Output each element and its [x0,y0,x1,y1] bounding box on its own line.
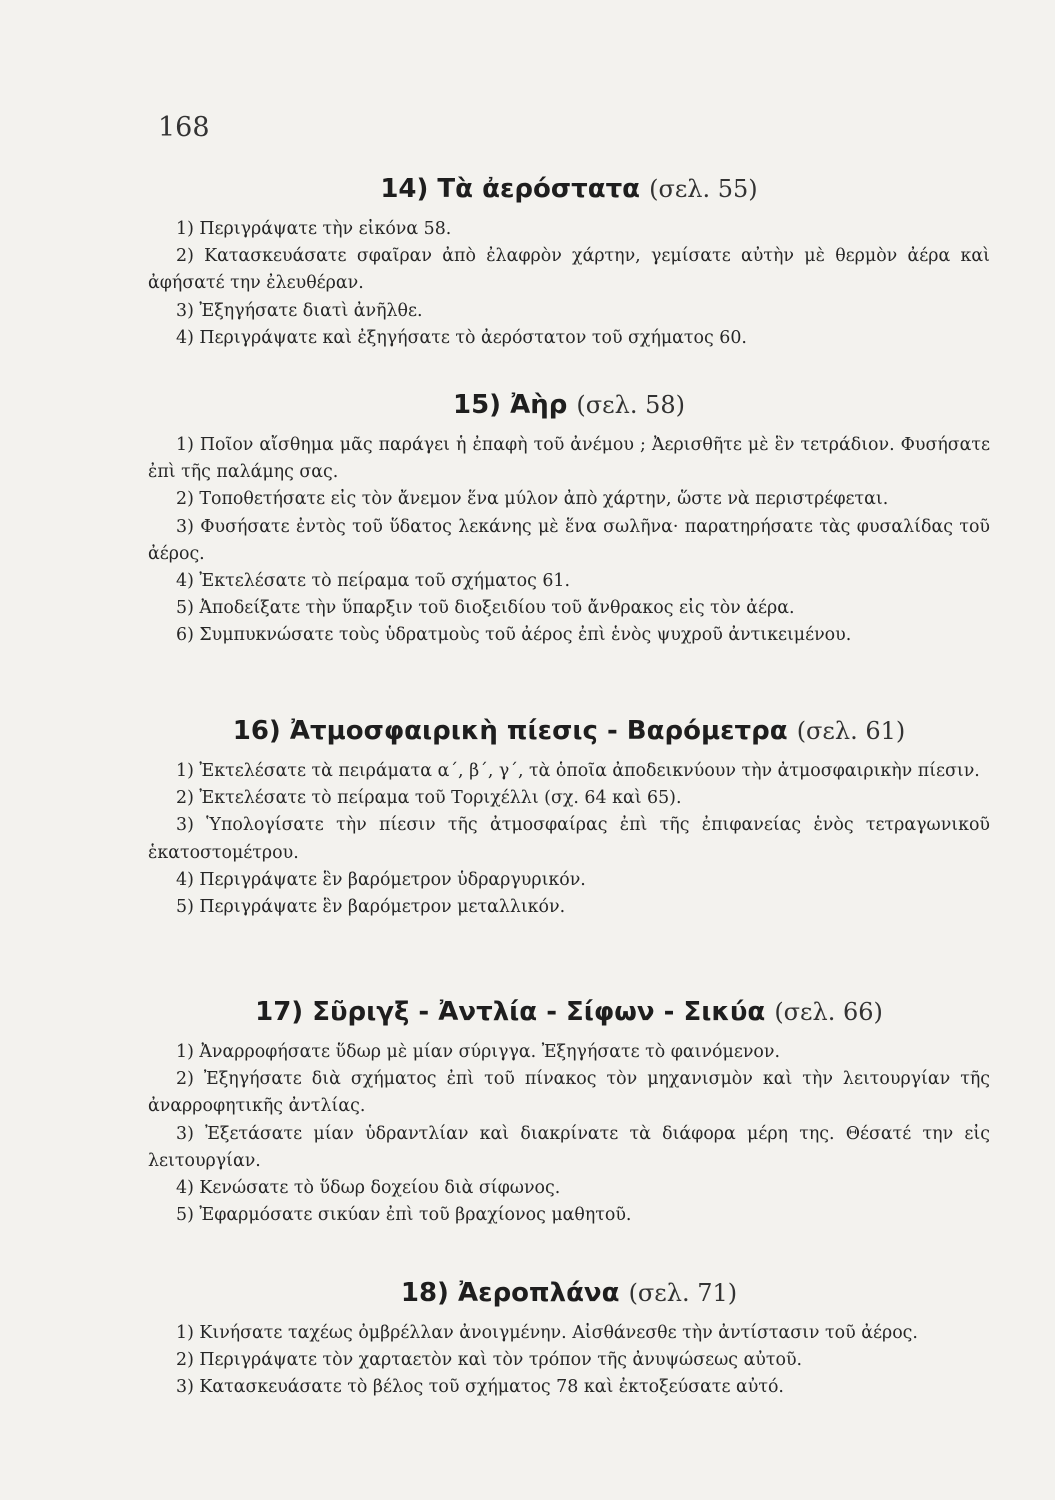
exercise-item: 1) Ἐκτελέσατε τὰ πειράματα α΄, β΄, γ΄, τὰ ὁποῖα ἀποδεικνύουν τὴν ἀτμοσφαιρικὴν πίεσιν. [176,761,980,781]
section-17-syringe-pump [148,997,990,1229]
section-16-atmospheric-pressure [148,716,990,921]
section-title: 15) Ἀὴρ [453,390,568,420]
page-number: 168 [158,112,210,143]
exercise-item: 2) Τοποθετήσατε εἰς τὸν ἄνεμον ἕνα μύλον ἀπὸ χάρτην, ὥστε νὰ περιστρέφεται. [176,489,889,510]
exercise-item: 3) Φυσήσατε ἐντὸς τοῦ ὕδατος λεκάνης μὲ ἕνα σωλῆνα· παρατηρήσατε τὰς φυσαλίδας τοῦ ἀέρος. [148,516,990,564]
exercise-item: 3) Ἐξετάσατε μίαν ὑδραντλίαν καὶ διακρίνατε τὰ διάφορα μέρη της. Θέσατέ την εἰς λειτουργίαν. [148,1123,990,1171]
section-heading [148,997,990,1027]
section-14-aerostats [148,174,990,352]
exercise-item: 1) Ποῖον αἴσθημα μᾶς παράγει ἡ ἐπαφὴ τοῦ ἀνέμου ; Ἀερισθῆτε μὲ ἓν τετράδιον. Φυσήσατε ἐπὶ τῆς παλάμης σας. [148,435,990,483]
section-page-ref: (σελ. 71) [628,1279,738,1307]
exercise-list [148,432,990,650]
exercise-item: 4) Περιγράψατε καὶ ἐξηγήσατε τὸ ἀερόστατον τοῦ σχήματος 60. [176,327,747,348]
section-heading [148,174,990,204]
section-title: 16) Ἀτμοσφαιρικὴ πίεσις - Βαρόμετρα [232,716,788,746]
section-15-air [148,390,990,650]
exercise-list [148,1320,990,1402]
section-title: 14) Τὰ ἀερόστατα [380,174,641,204]
exercise-item: 4) Περιγράψατε ἓν βαρόμετρον ὑδραργυρικόν. [176,869,586,890]
section-title: 17) Σῦριγξ - Ἀντλία - Σίφων - Σικύα [255,997,766,1027]
exercise-item: 3) Ἐξηγήσατε διατὶ ἀνῆλθε. [176,300,423,321]
section-heading [148,1278,990,1308]
exercise-item: 3) Ὑπολογίσατε τὴν πίεσιν τῆς ἀτμοσφαίρας ἐπὶ τῆς ἐπιφανείας ἑνὸς τετραγωνικοῦ ἑκατοστομέτρου. [148,815,990,863]
section-page-ref: (σελ. 66) [774,998,883,1026]
exercise-item: 2) Περιγράψατε τὸν χαρταετὸν καὶ τὸν τρόπον τῆς ἀνυψώσεως αὐτοῦ. [176,1350,803,1371]
exercise-item: 2) Ἐκτελέσατε τὸ πείραμα τοῦ Τοριχέλλι (σχ. 64 καὶ 65). [176,788,682,809]
section-heading [148,716,990,746]
section-page-ref: (σελ. 58) [576,391,685,419]
exercise-item: 6) Συμπυκνώσατε τοὺς ὑδρατμοὺς τοῦ ἀέρος ἐπὶ ἑνὸς ψυχροῦ ἀντικειμένου. [176,625,852,646]
section-page-ref: (σελ. 61) [796,717,906,745]
exercise-list [148,758,990,921]
exercise-item: 5) Ἐφαρμόσατε σικύαν ἐπὶ τοῦ βραχίονος μαθητοῦ. [176,1205,632,1226]
exercise-item: 3) Κατασκευάσατε τὸ βέλος τοῦ σχήματος 78 καὶ ἐκτοξεύσατε αὐτό. [176,1377,784,1398]
exercise-item: 2) Ἐξηγήσατε διὰ σχήματος ἐπὶ τοῦ πίνακος τὸν μηχανισμὸν καὶ τὴν λειτουργίαν τῆς ἀναρροφητικῆς ἀντλίας. [148,1069,990,1117]
exercise-item: 5) Περιγράψατε ἓν βαρόμετρον μεταλλικόν. [176,897,566,918]
exercise-list [148,216,990,352]
exercise-list [148,1039,990,1229]
section-title: 18) Ἀεροπλάνα [400,1278,620,1308]
exercise-item: 2) Κατασκευάσατε σφαῖραν ἀπὸ ἐλαφρὸν χάρτην, γεμίσατε αὐτὴν μὲ θερμὸν ἀέρα καὶ ἀφήσατέ την ἐλευθέραν. [148,246,990,294]
exercise-item: 1) Περιγράψατε τὴν εἰκόνα 58. [176,219,452,239]
exercise-item: 4) Ἐκτελέσατε τὸ πείραμα τοῦ σχήματος 61. [176,571,571,592]
section-heading [148,390,990,420]
section-page-ref: (σελ. 55) [649,175,758,203]
exercise-item: 4) Κενώσατε τὸ ὕδωρ δοχείου διὰ σίφωνος. [176,1178,561,1199]
section-18-airplanes [148,1278,990,1402]
exercise-item: 1) Κινήσατε ταχέως ὀμβρέλλαν ἀνοιγμένην. Αἰσθάνεσθε τὴν ἀντίστασιν τοῦ ἀέρος. [176,1323,918,1343]
exercise-item: 5) Ἀποδείξατε τὴν ὕπαρξιν τοῦ διοξειδίου τοῦ ἄνθρακος εἰς τὸν ἀέρα. [176,598,795,619]
exercise-item: 1) Ἀναρροφήσατε ὕδωρ μὲ μίαν σύριγγα. Ἐξηγήσατε τὸ φαινόμενον. [176,1042,780,1062]
